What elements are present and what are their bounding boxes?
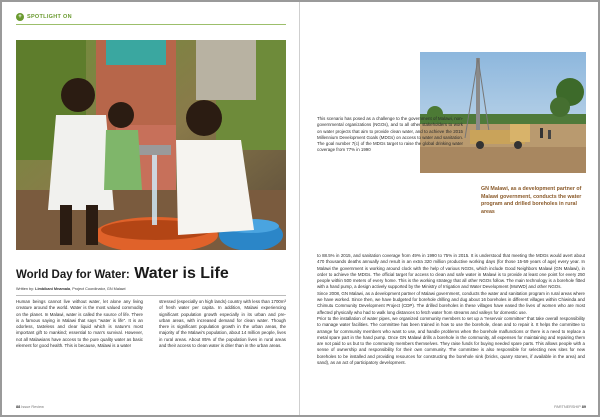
plus-icon: + [16,13,24,21]
headline-small: World Day for Water: [16,269,130,281]
headline-big: Water is Life [134,265,229,282]
page-number-left: 88 [16,405,21,409]
article-headline [16,266,296,283]
body-column-1: Human beings cannot live without water, let alone any living creature around the world. Water is the most valued commodity on the planet. In Malawi, water is called the source of life. There is a famous saying in Malawi that says "water is life". It is an odorless, tasteless and clear liquid which is nature's most important gift to mankind; essential to man's survival. However, not all Malawians have access to the pure quality water as basic element for good health. This is because, Malawi is a water [16,299,143,349]
section-rule [16,24,286,25]
folio-right [554,405,586,409]
hero-photo-children-at-tap [16,40,286,250]
byline-rule [16,295,286,296]
publication-title-left: Issue Review [21,405,44,409]
byline-role: Project Coordinator, GN Malawi [72,287,126,291]
section-label [16,13,72,21]
right-full-width-text [317,253,585,366]
section-title-right: PARTNERSHIP [554,405,581,409]
byline: Written by: Limbikani Mnamala, Project Coordinator, GN Malawi [16,287,126,291]
drilling-rig-photo [420,52,586,173]
byline-prefix: Written by: [16,287,35,291]
section-label-text: SPOTLIGHT ON [27,14,72,20]
page-number-right: 89 [581,405,586,409]
magazine-spread [2,2,598,415]
paragraph-since-2008: Since 2008, GN Malawi, as a development partner of Malawi government, conducts the water and sanitation program in rural areas where we have worked. Since then, we have budgeted for borehole drilling and dug about 16 boreholes in different villages within Chiwinda and Chimutu Community Development Project (CDP). The drilled boreholes in these villages have eased the lives of women who are most affected physically who had to walk long distances to fetch water from streams and valleys for domestic use. [317,290,585,315]
right-column-text: This scenario has posed as a challenge to the government of Malawi, non-governmental organizations (NGOs), and to all other stakeholders to work on water projects that aim to provide clean water, and to achieve the 2015 Millennium Development Goals (MDGs) on access to water and sanitation. The goal number 7(c) of the MDGs target to raise the global drinking water coverage from 77% in 1990 [317,116,463,153]
photo-caption: GN Malawi, as a development partner of Malawi government, conducts the water program and drilled boreholes in rural areas [481,186,582,215]
body-column-2: stressed (especially on high lands) country with less than 1700m³ of fresh water per capita. In addition, Malawi experiencing significant population growth especially in its urban and pre-urban areas, with increased demand for clean water. Though there is significant population growth in the urban areas, the majority of the Malawi's population, about 14 million people, lives in rural areas. About 85% of the population lives in rural areas and their access to clean water is drier than in the urban areas. [159,299,286,349]
byline-author: Limbikani Mnamala [35,287,71,291]
paragraph-committee: Prior to the installation of water pipes, we organized community members to set up a "reservoir committee" that take overall responsibility to manage water facilities. The committee has been trained in how to use the borehole, clean and to repair it. It helps the committee to arrange for community members who want to use, and handle problems when the borehole malfunctions or there is a need to replace a metal spare part in the hand pump. Once GN Malawi drills a borehole in the community, all expenses for maintaining and repairing them are not paid to us but to the community members themselves. They raise funds for buying needed spare parts. This allows people with a sense of ownership and responsibility for their own community. The committee is also responsible for selecting new sites for new boreholes to be installed and providing resources for constructing the borehole sink (bricks, quarry stones, if available in the area) and sand), as an act of participatory development. [317,315,585,366]
left-page [2,2,300,415]
right-page [300,2,598,415]
folio-left [16,405,44,409]
paragraph-mdgs: to 88.5% in 2015, and sanitation coverage from 49% in 1990 to 75% in 2015. It is understood that meeting the MDGs would avert about 470 thousands deaths annually and result in an extra 320 million productive working days (for those 15-59 years of age) every year. In Malawi the government is working around clock with the help of various NGOs, which include Good Neighbors Malawi (GN Malawi), in order to achieve the MDGs. The official target for access to clean and safe water in Malawi is to provide at least one point for every 250 people within 500 meters of every home. This is the working strategy that all other NGOs follow. The main technology is a borehole fitted with a hand pump, a design actively supported by the Ministry of Irrigation and Water Development (MoIWD) and other NGOs. [317,253,585,290]
